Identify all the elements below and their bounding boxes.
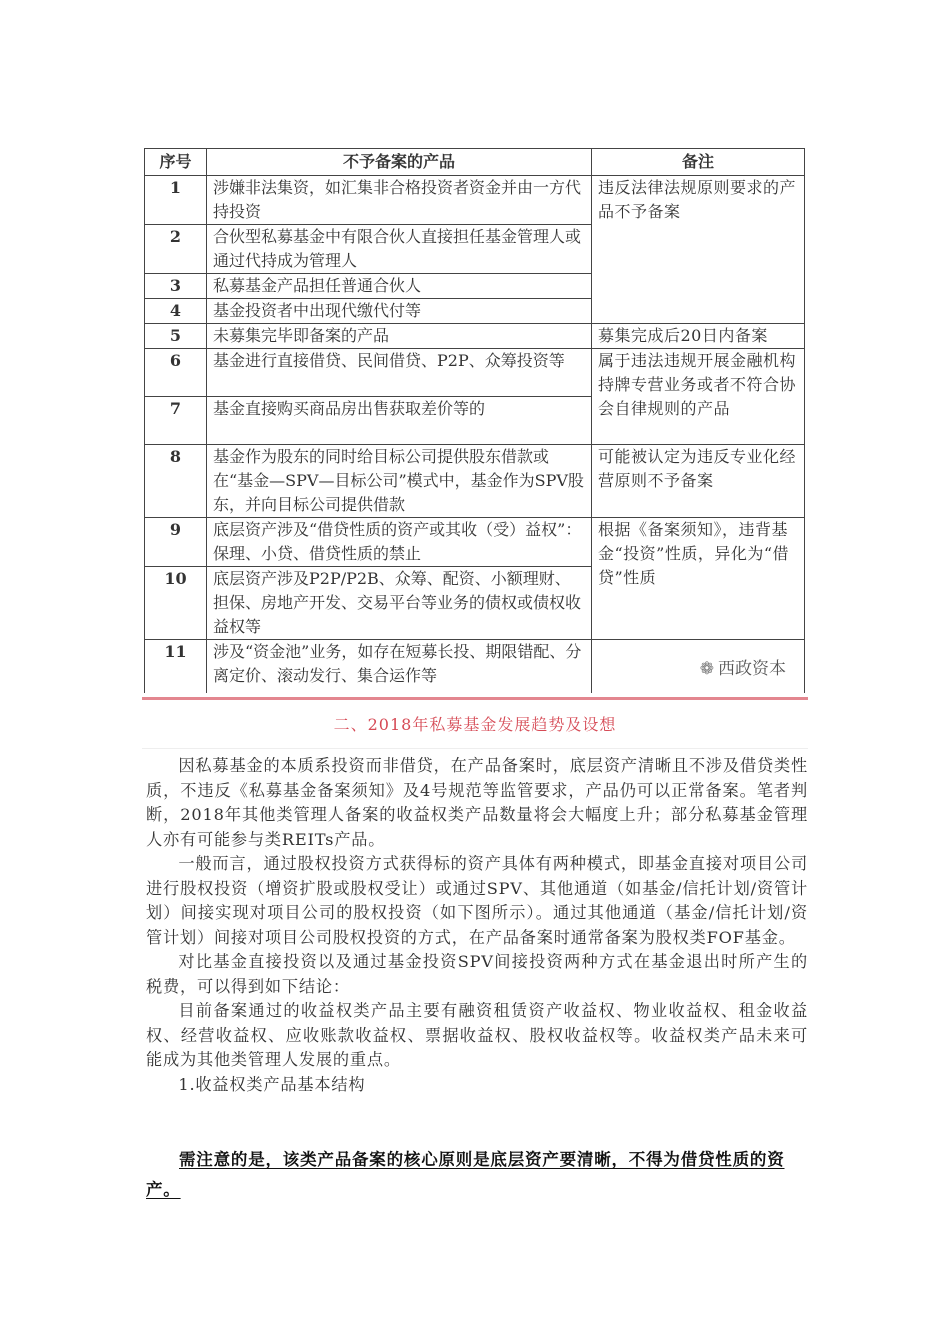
row-no: 10	[145, 567, 207, 640]
paragraph: 一般而言，通过股权投资方式获得标的资产具体有两种模式，即基金直接对项目公司进行股权投资（增资扩股或股权受让）或通过SPV、其他通道（如基金/信托计划/资管计划）间接实现对项目公司的股权投资（如下图所示）。通过其他通道（基金/信托计划/资管计划）间接对项目公司股权投资的方式，在产品备案时通常备案为股权类FOF基金。	[146, 854, 808, 947]
header-note: 备注	[592, 149, 805, 176]
row-no: 9	[145, 518, 207, 567]
paragraph: 因私募基金的本质系投资而非借贷，在产品备案时，底层资产清晰且不涉及借贷类性质，不违反《私募基金备案须知》及4号规范等监管要求，产品仍可以正常备案。笔者判断，2018年其他类管理人备案的收益权类产品数量将会大幅度上升；部分私募基金管理人亦有可能参与类REITs产品。	[146, 756, 808, 849]
non-filing-products-table-image	[144, 148, 808, 693]
subheading: 1.收益权类产品基本结构	[178, 1074, 366, 1094]
non-filing-products-table	[144, 148, 805, 693]
row-product: 基金作为股东的同时给目标公司提供股东借款或在“基金—SPV—目标公司”模式中，基金作为SPV股东，并向目标公司提供借款	[207, 445, 592, 518]
table-row	[145, 324, 805, 349]
paragraph: 目前备案通过的收益权类产品主要有融资租赁资产收益权、物业收益权、租金收益权、经营收益权、应收账款收益权、票据收益权、股权收益权等。收益权类产品未来可能成为其他类管理人发展的重点。	[146, 1001, 808, 1069]
table-row	[145, 176, 805, 225]
row-no: 8	[145, 445, 207, 518]
row-product: 基金直接购买商品房出售获取差价等的	[207, 397, 592, 445]
row-note: 违反法律法规原则要求的产品不予备案	[592, 176, 805, 324]
header-no: 序号	[145, 149, 207, 176]
paragraph: 对比基金直接投资以及通过基金投资SPV间接投资两种方式在基金退出时所产生的税费，可以得到如下结论：	[146, 952, 808, 996]
article-body	[146, 754, 808, 1097]
row-no: 11	[145, 640, 207, 694]
watermark	[700, 654, 786, 679]
row-product: 底层资产涉及P2P/P2B、众筹、配资、小额理财、担保、房地产开发、交易平台等业务的债权或债权收益权等	[207, 567, 592, 640]
row-product: 未募集完毕即备案的产品	[207, 324, 592, 349]
row-no: 3	[145, 274, 207, 299]
watermark-text: 西政资本	[718, 659, 786, 679]
row-no: 4	[145, 299, 207, 324]
wechat-icon: ❁	[699, 659, 714, 679]
row-no: 2	[145, 225, 207, 274]
row-product: 合伙型私募基金中有限合伙人直接担任基金管理人或通过代持成为管理人	[207, 225, 592, 274]
section-title: 二、2018年私募基金发展趋势及设想	[333, 715, 617, 734]
row-no: 1	[145, 176, 207, 225]
table-row	[145, 349, 805, 397]
title-underline	[142, 748, 808, 749]
row-product: 基金进行直接借贷、民间借贷、P2P、众筹投资等	[207, 349, 592, 397]
row-product: 基金投资者中出现代缴代付等	[207, 299, 592, 324]
section-divider	[142, 697, 808, 700]
row-product: 涉嫌非法集资，如汇集非合格投资者资金并由一方代持投资	[207, 176, 592, 225]
row-no: 6	[145, 349, 207, 397]
row-note: 可能被认定为违反专业化经营原则不予备案	[592, 445, 805, 518]
table-row	[145, 445, 805, 518]
emphasis-note: 需注意的是，该类产品备案的核心原则是底层资产要清晰，不得为借贷性质的资产。	[146, 1150, 785, 1199]
row-product: 底层资产涉及“借贷性质的资产或其收（受）益权”：保理、小贷、借贷性质的禁止	[207, 518, 592, 567]
header-product: 不予备案的产品	[207, 149, 592, 176]
row-no: 7	[145, 397, 207, 445]
row-note: 根据《备案须知》，违背基金“投资”性质，异化为“借贷”性质	[592, 518, 805, 640]
row-note: 募集完成后20日内备案	[592, 324, 805, 349]
row-product: 涉及“资金池”业务，如存在短募长投、期限错配、分离定价、滚动发行、集合运作等	[207, 640, 592, 694]
table-header-row	[145, 149, 805, 176]
table-row	[145, 518, 805, 567]
row-product: 私募基金产品担任普通合伙人	[207, 274, 592, 299]
row-no: 5	[145, 324, 207, 349]
row-note: 属于违法违规开展金融机构持牌专营业务或者不符合协会自律规则的产品	[592, 349, 805, 445]
